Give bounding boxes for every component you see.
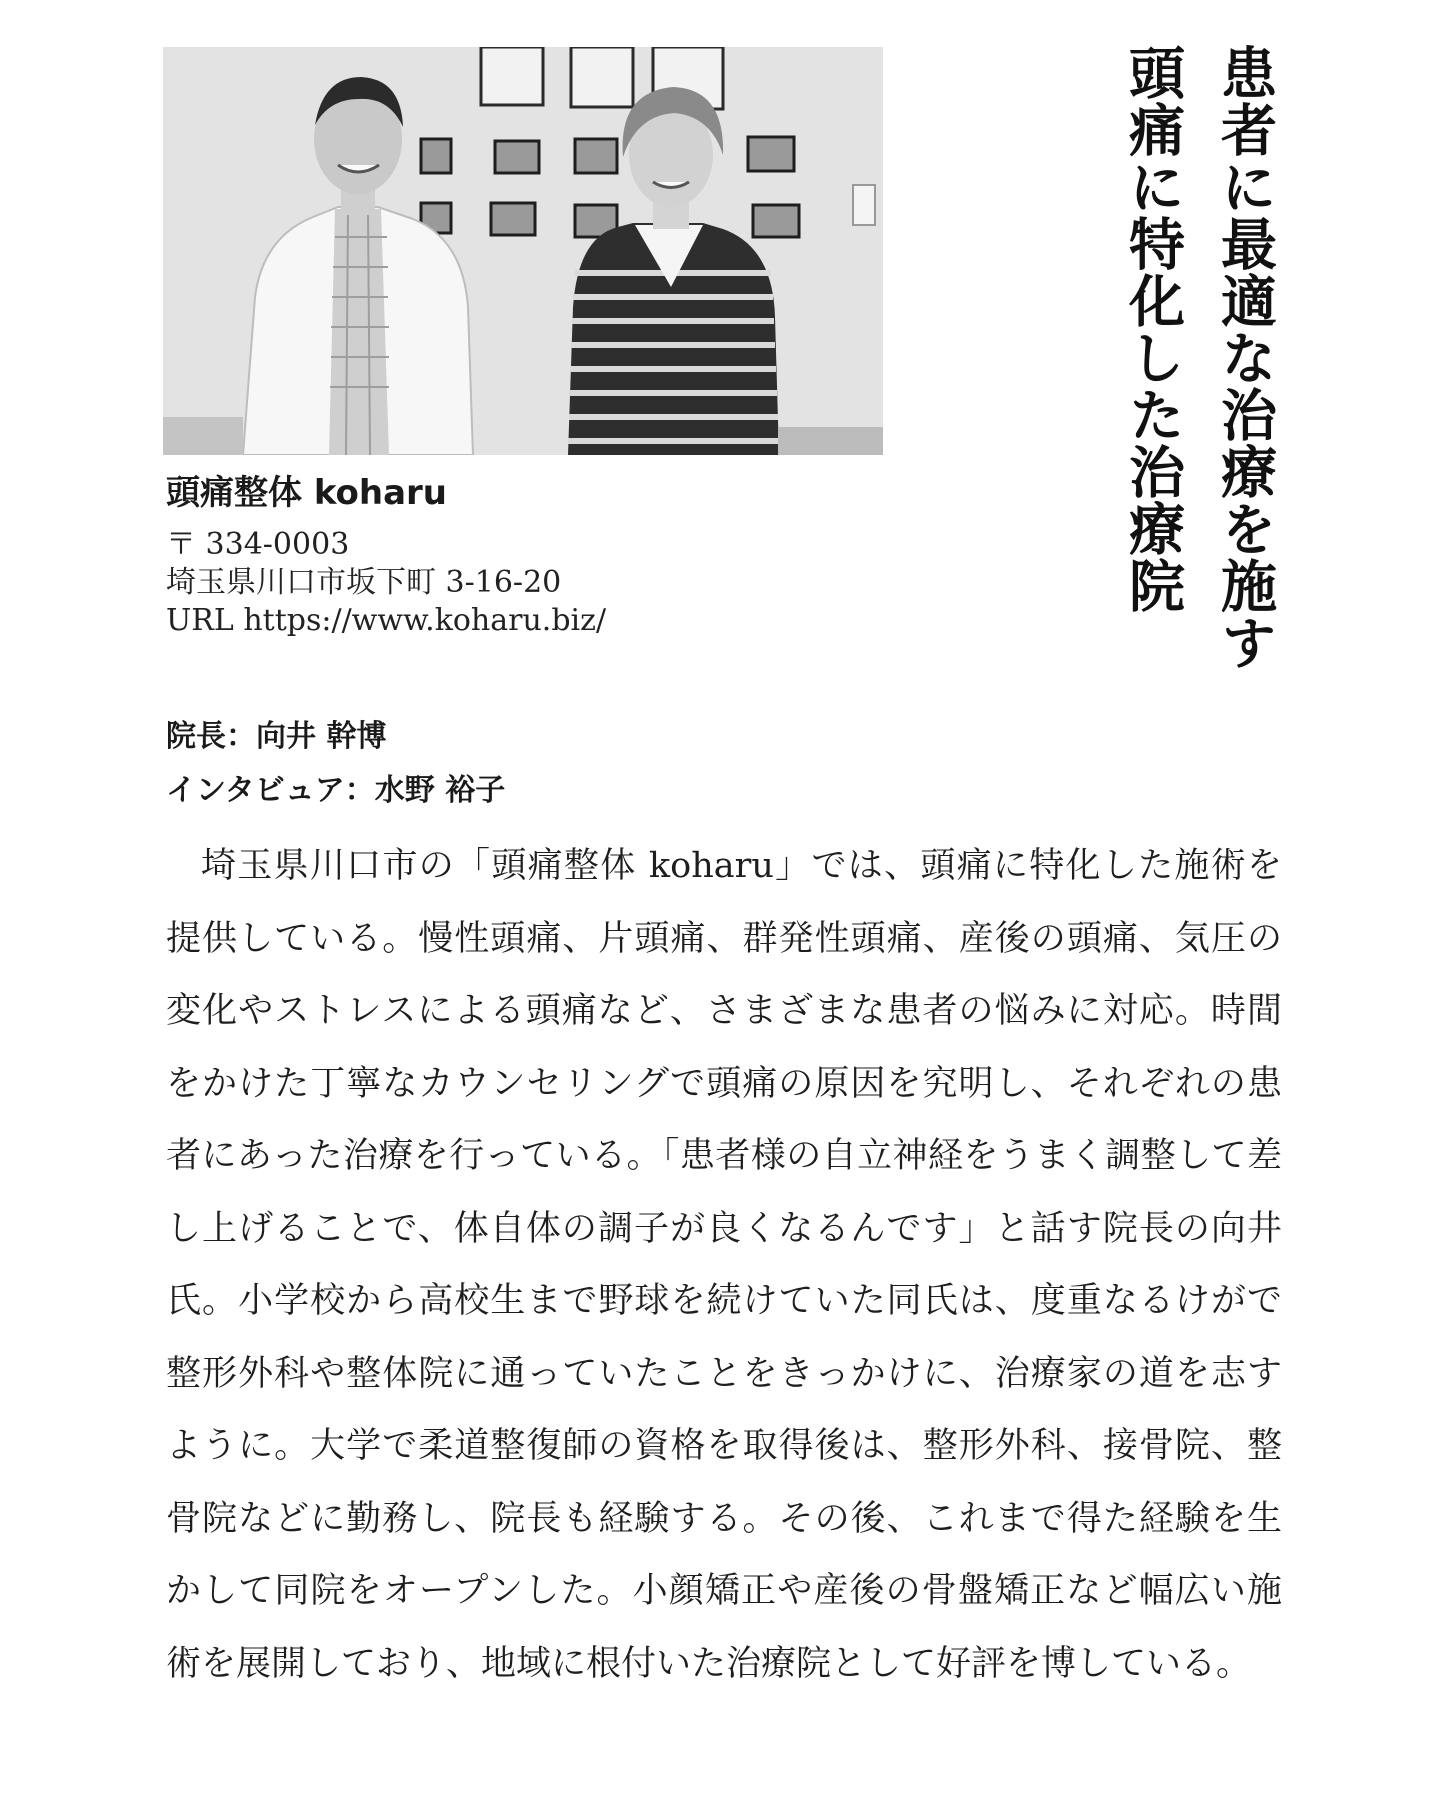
clinic-info bbox=[166, 470, 866, 640]
people-credits bbox=[166, 710, 866, 818]
headline-line-2: 頭痛に特化した治療院 bbox=[1120, 44, 1185, 614]
clinic-photo bbox=[163, 47, 883, 455]
clinic-address: 埼玉県川口市坂下町 3-16-20 bbox=[166, 565, 562, 600]
headline-line-1: 患者に最適な治療を施す bbox=[1212, 44, 1277, 671]
clinic-postal-code: 〒 334-0003 bbox=[166, 527, 350, 562]
director-credit: 院長：向井 幹博 bbox=[166, 719, 387, 754]
headline bbox=[1106, 44, 1290, 704]
interviewer-credit: インタビュア：水野 裕子 bbox=[166, 773, 506, 808]
clinic-name: 頭痛整体 koharu bbox=[166, 473, 448, 513]
article-body: 埼玉県川口市の「頭痛整体 koharu」では、頭痛に特化した施術を提供している。慢性頭痛、片頭痛、群発性頭痛、産後の頭痛、気圧の変化やストレスによる頭痛など、さまざまな患者の悩みに対応。時間をかけた丁寧なカウンセリングで頭痛の原因を究明し、それぞれの患者にあった治療を行っている。「患者様の自立神経をうまく調整して差し上げることで、体自体の調子が良くなるんです」と話す院長の向井氏。小学校から高校生まで野球を続けていた同氏は、度重なるけがで整形外科や整体院に通っていたことをきっかけに、治療家の道を志すように。大学で柔道整復師の資格を取得後は、整形外科、接骨院、整骨院などに勤務し、院長も経験する。その後、これまで得た経験を生かして同院をオープンした。小顔矯正や産後の骨盤矯正など幅広い施術を展開しており、地域に根付いた治療院として好評を博している。 bbox=[166, 846, 1282, 1684]
clinic-url: URL https://www.koharu.biz/ bbox=[166, 603, 607, 638]
